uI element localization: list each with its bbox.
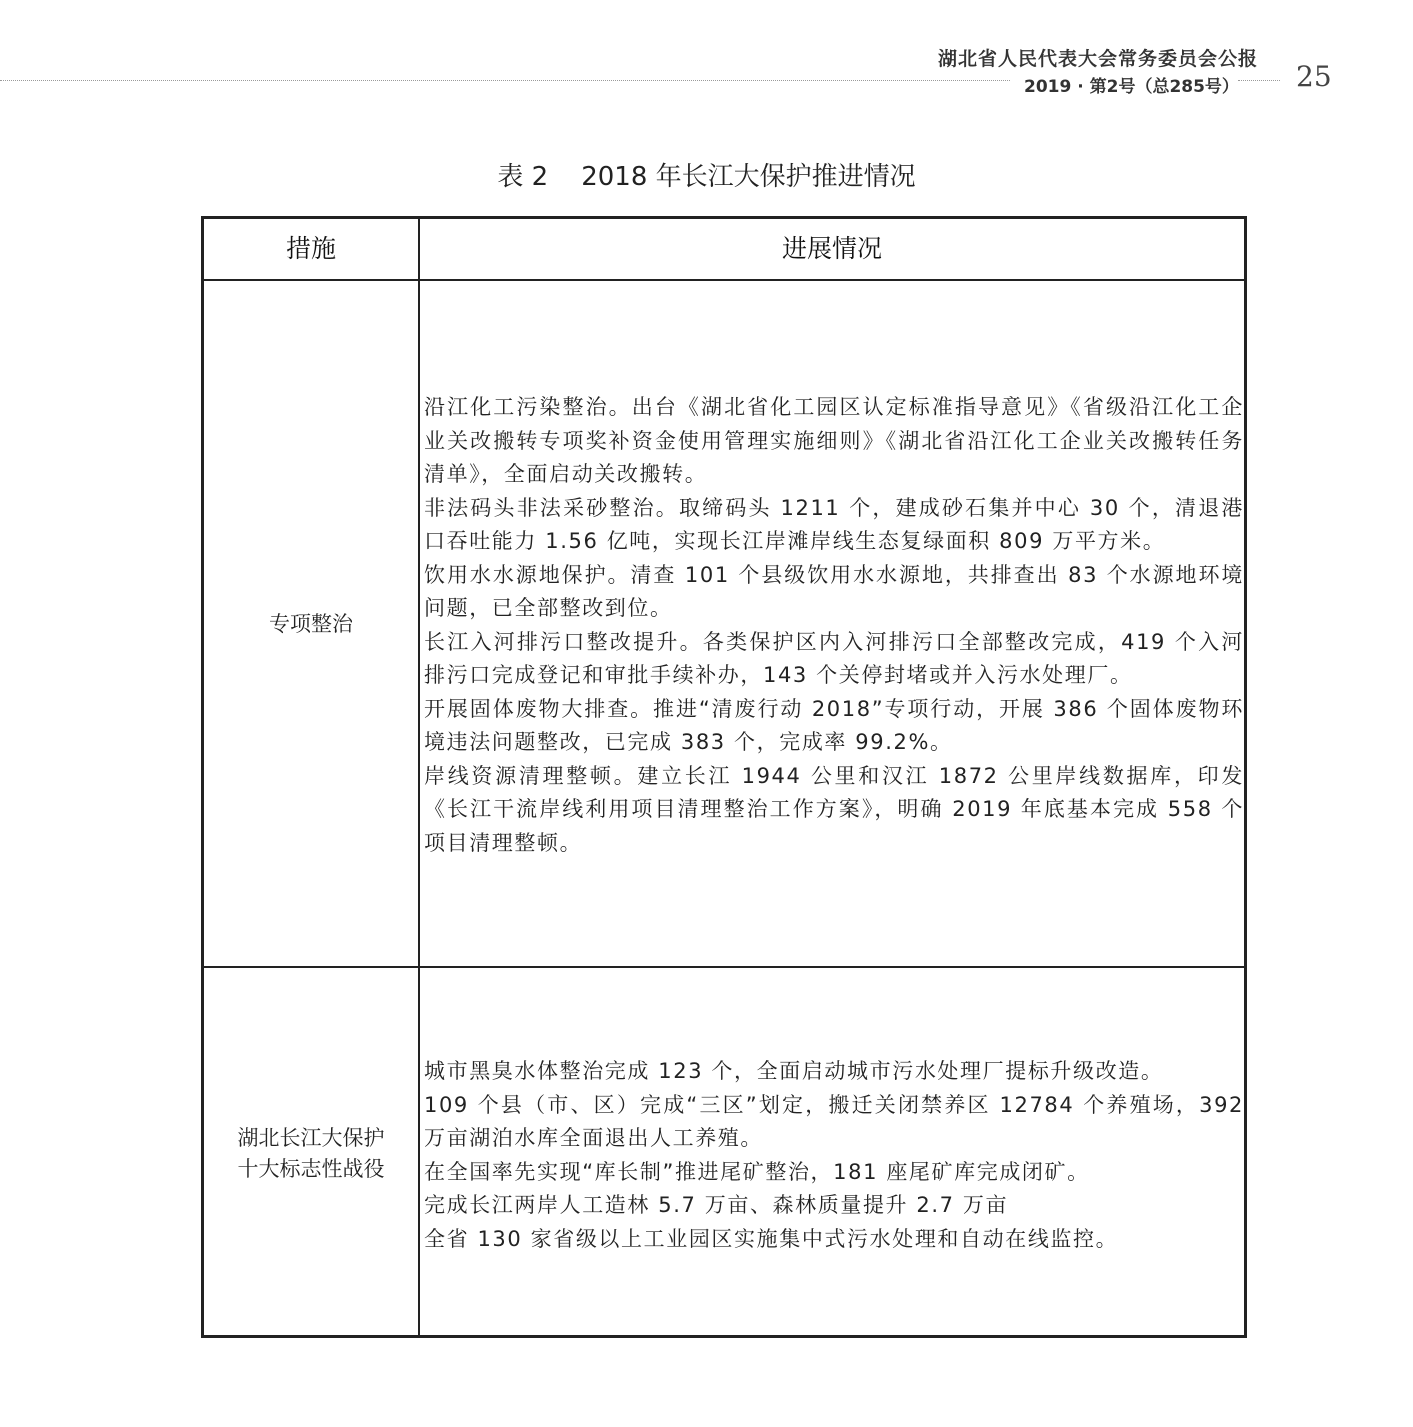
row-2-progress-list bbox=[424, 1055, 1244, 1256]
progress-item: 开展固体废物大排查。推进“清废行动 2018”专项行动，开展 386 个固体废物环境违法问题整改，已完成 383 个，完成率 99.2%。 bbox=[424, 696, 1244, 754]
progress-item: 完成长江两岸人工造林 5.7 万亩、森林质量提升 2.7 万亩 bbox=[424, 1193, 1009, 1217]
row-divider bbox=[204, 966, 1244, 968]
row-1-measure: 专项整治 bbox=[269, 612, 353, 636]
issue-number: 2019 · 第2号（总285号） bbox=[1024, 77, 1239, 97]
progress-item: 沿江化工污染整治。出台《湖北省化工园区认定标准指导意见》《省级沿江化工企业关改搬转专项奖补资金使用管理实施细则》《湖北省沿江化工企业关改搬转任务清单》，全面启动关改搬转。 bbox=[424, 395, 1244, 486]
progress-item: 岸线资源清理整顿。建立长江 1944 公里和汉江 1872 公里岸线数据库，印发《长江干流岸线利用项目清理整治工作方案》，明确 2019 年底基本完成 558 个项目清理整顿。 bbox=[424, 763, 1244, 855]
header-rule-left bbox=[0, 80, 1010, 81]
progress-item: 109 个县（市、区）完成“三区”划定，搬迁关闭禁养区 12784 个养殖场，392 万亩湖泊水库全面退出人工养殖。 bbox=[424, 1092, 1244, 1150]
progress-table bbox=[201, 216, 1247, 1338]
progress-item: 全省 130 家省级以上工业园区实施集中式污水处理和自动在线监控。 bbox=[424, 1226, 1119, 1251]
table-title: 表 2 2018 年长江大保护推进情况 bbox=[497, 162, 916, 192]
publication-name: 湖北省人民代表大会常务委员会公报 bbox=[938, 48, 1259, 70]
column-divider bbox=[418, 219, 420, 1335]
progress-item: 在全国率先实现“库长制”推进尾矿整治，181 座尾矿库完成闭矿。 bbox=[424, 1159, 1090, 1184]
column-header-measure: 措施 bbox=[285, 234, 336, 263]
column-header-progress: 进展情况 bbox=[781, 234, 882, 263]
progress-item: 饮用水水源地保护。清查 101 个县级饮用水水源地，共排查出 83 个水源地环境问题，已全部整改到位。 bbox=[424, 562, 1244, 620]
header-row-divider bbox=[204, 279, 1244, 281]
page-number: 25 bbox=[1296, 60, 1332, 93]
row-2-measure: 湖北长江大保护 十大标志性战役 bbox=[237, 1126, 385, 1181]
header-rule-right bbox=[1238, 80, 1280, 81]
row-1-progress-list bbox=[424, 391, 1244, 860]
progress-item: 城市黑臭水体整治完成 123 个，全面启动城市污水处理厂提标升级改造。 bbox=[424, 1059, 1164, 1083]
progress-item: 非法码头非法采砂整治。取缔码头 1211 个，建成砂石集并中心 30 个，清退港口吞吐能力 1.56 亿吨，实现长江岸滩岸线生态复绿面积 809 万平方米。 bbox=[424, 495, 1244, 553]
progress-item: 长江入河排污口整改提升。各类保护区内入河排污口全部整改完成，419 个入河排污口完成登记和审批手续补办，143 个关停封堵或并入污水处理厂。 bbox=[424, 629, 1244, 687]
